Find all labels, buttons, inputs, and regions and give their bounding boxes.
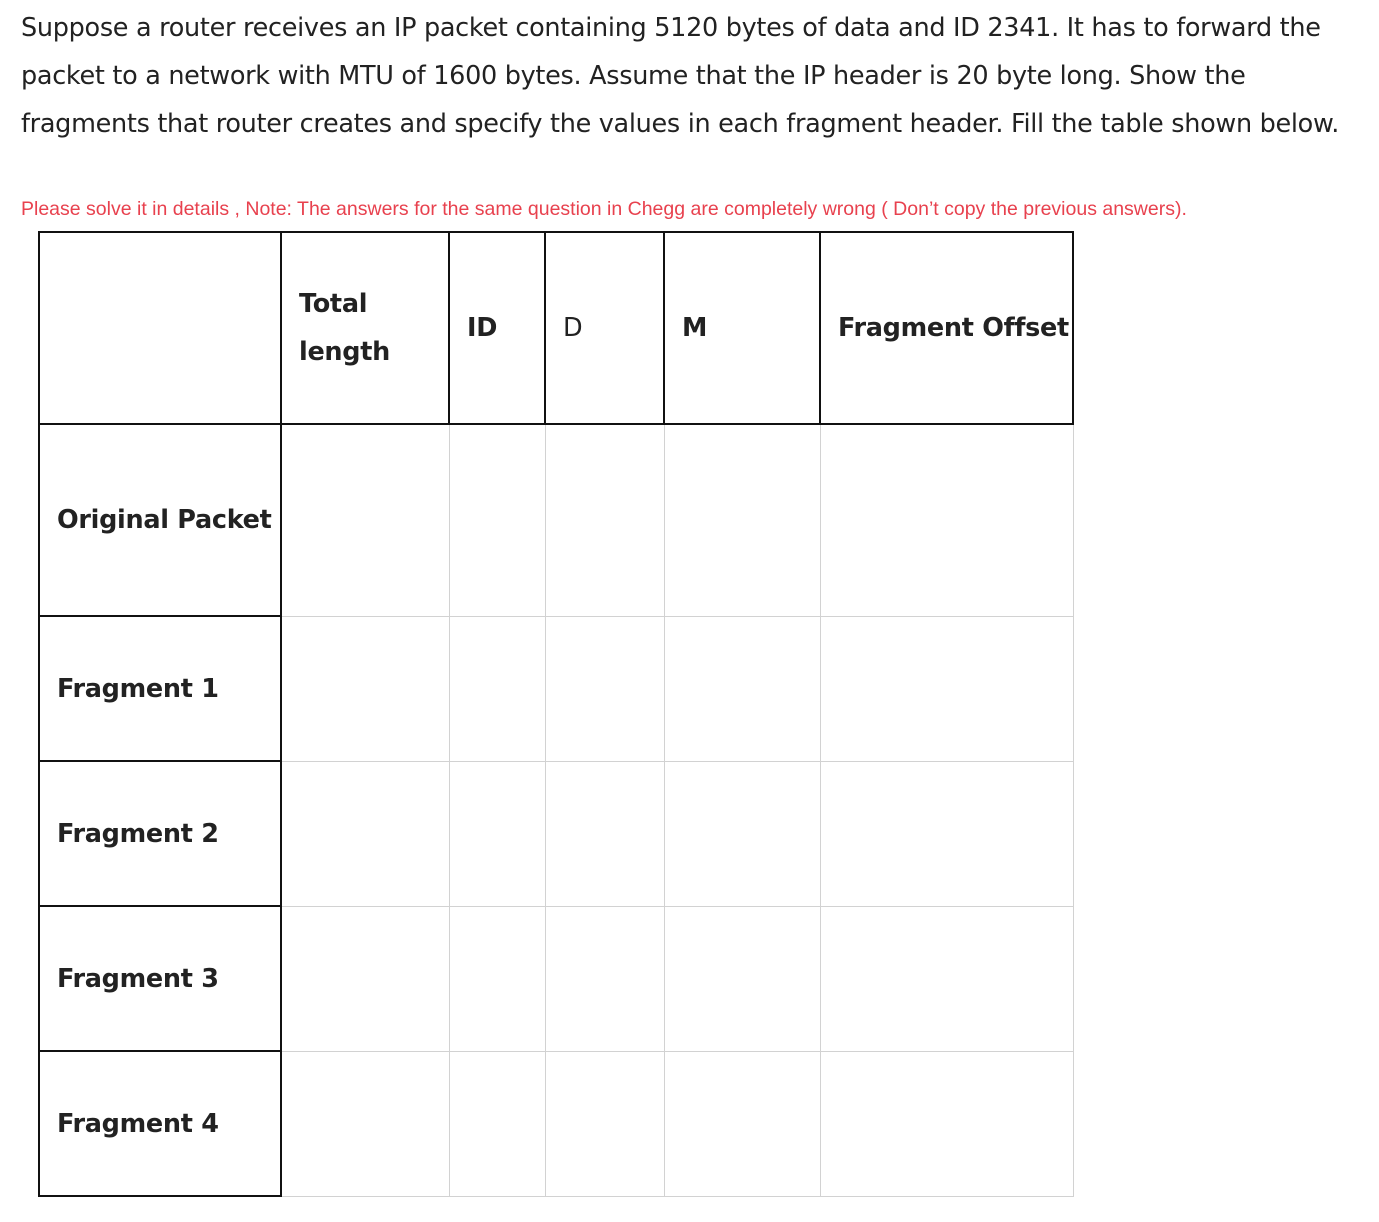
table-row xyxy=(39,616,1073,761)
table-row xyxy=(39,906,1073,1051)
row-label-fragment-1: Fragment 1 xyxy=(39,616,281,761)
cell-id[interactable] xyxy=(449,906,545,1051)
header-id: ID xyxy=(449,232,545,424)
row-label-fragment-4: Fragment 4 xyxy=(39,1051,281,1196)
cell-m[interactable] xyxy=(664,424,820,616)
cell-fragment-offset[interactable] xyxy=(820,761,1073,906)
cell-fragment-offset[interactable] xyxy=(820,1051,1073,1196)
cell-total-length[interactable] xyxy=(281,906,449,1051)
cell-total-length[interactable] xyxy=(281,424,449,616)
cell-d[interactable] xyxy=(545,906,664,1051)
cell-total-length[interactable] xyxy=(281,761,449,906)
cell-fragment-offset[interactable] xyxy=(820,616,1073,761)
cell-d[interactable] xyxy=(545,616,664,761)
header-total-length: Total length xyxy=(281,232,449,424)
cell-d[interactable] xyxy=(545,1051,664,1196)
cell-total-length[interactable] xyxy=(281,1051,449,1196)
cell-m[interactable] xyxy=(664,616,820,761)
header-m: M xyxy=(664,232,820,424)
row-label-fragment-2: Fragment 2 xyxy=(39,761,281,906)
table-header-row xyxy=(39,232,1073,424)
header-fragment-offset: Fragment Offset xyxy=(820,232,1073,424)
cell-m[interactable] xyxy=(664,1051,820,1196)
cell-d[interactable] xyxy=(545,761,664,906)
header-d: D xyxy=(545,232,664,424)
cell-d[interactable] xyxy=(545,424,664,616)
question-text: Suppose a router receives an IP packet containing 5120 bytes of data and ID 2341. It has to forward the packet to a network with MTU of 1600 bytes. Assume that the IP header is 20 byte long. Show the fragments that router creates and specify the values in each fragment header. Fill the table shown below. xyxy=(21,13,1340,139)
row-label-fragment-3: Fragment 3 xyxy=(39,906,281,1051)
row-label-original-packet: Original Packet xyxy=(39,424,281,616)
fragment-table xyxy=(38,231,1074,1197)
cell-id[interactable] xyxy=(449,1051,545,1196)
cell-fragment-offset[interactable] xyxy=(820,906,1073,1051)
note-text: Please solve it in details , Note: The answers for the same question in Chegg are completely wrong ( Don’t copy the previous answers). xyxy=(21,198,1187,220)
table-row xyxy=(39,761,1073,906)
table-row xyxy=(39,1051,1073,1196)
cell-m[interactable] xyxy=(664,761,820,906)
cell-id[interactable] xyxy=(449,761,545,906)
header-cell-blank xyxy=(39,232,281,424)
table-row xyxy=(39,424,1073,616)
cell-m[interactable] xyxy=(664,906,820,1051)
cell-id[interactable] xyxy=(449,424,545,616)
cell-total-length[interactable] xyxy=(281,616,449,761)
cell-fragment-offset[interactable] xyxy=(820,424,1073,616)
cell-id[interactable] xyxy=(449,616,545,761)
